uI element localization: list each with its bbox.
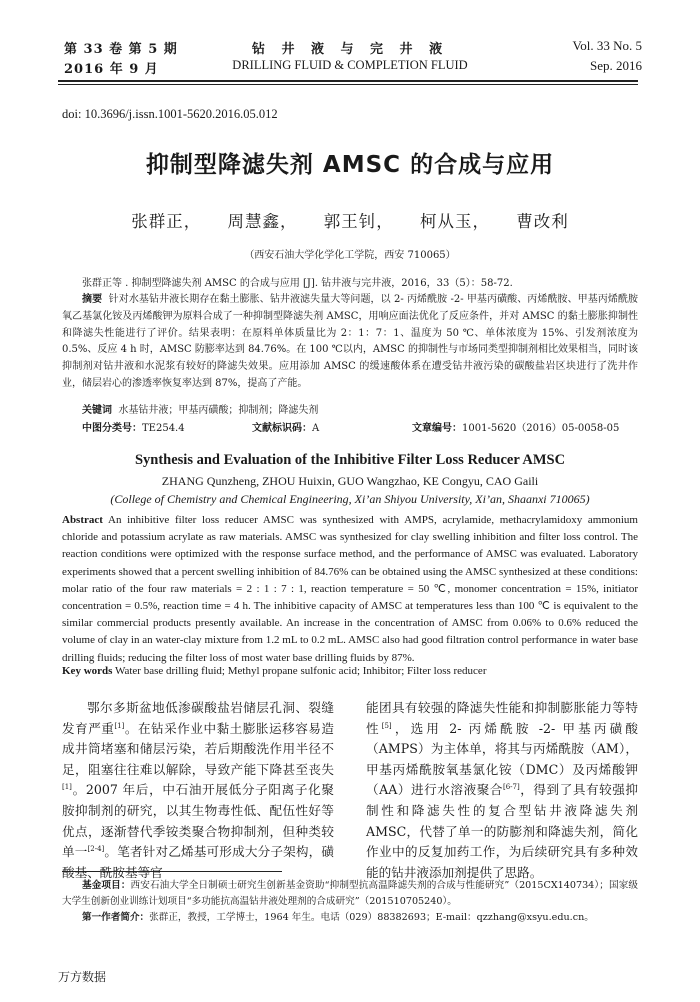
body-text: 。2007 年后，中石油开展低分子阳离子化聚胺抑制剂的研究，以其生物毒性低、配伍性好等优点，逐渐替代季铵类聚合物抑制剂，但种类较单一 xyxy=(62,782,334,860)
body-text: 能团具有较强的降滤失性能和抑制膨胀能力等特性 xyxy=(366,700,638,736)
volume-issue-en: Vol. 33 No. 5 xyxy=(572,38,642,53)
paper-title-cn: 抑制型降滤失剂 AMSC 的合成与应用 xyxy=(145,152,555,178)
clc-label: 中图分类号： xyxy=(82,423,142,434)
abstract-en-text: An inhibitive filter loss reducer AMSC was synthesized with AMPS, acrylamide, methacrylamidoxy ammonium chloride and potassium acrylate as raw materials. AMSC was synthesized for clay swelling inhibition and filter loss control. The reaction conditions were optimized with the response surface method, and the performance of AMSC was evaluated. Laboratory experiments showed that a percent swelling inhibition of 84.76% can be obtained using the AMSC synthesized at these conditions: molar ratio of the four raw materials = 2 : 1 : 7 : 1, reaction temperature = 50 ℃, monomer concentration = 15%, initiator concentration = 0.5%, reaction time = 4 h. The inhibitive capacity of AMSC at temperatures less than 100 ℃ is equivalent to the similar commercial products presently available. An increase in the concentration of AMSC from 0.06% to 0.6% reduced the volume of clay in an water-clay mixture from 1.2 mL to 0.2 mL. AMSC also had good filtration control performance in water base drilling fluids; reducing the filter loss of most water base drilling fluids by 87%. xyxy=(62,514,638,664)
abstract-cn-text: 针对水基钻井液长期存在黏土膨胀、钻井液滤失量大等问题，以 2- 丙烯酰胺 -2- 甲基丙磺酸、丙烯酰胺、甲基丙烯酰胺氧乙基氯化铵及丙烯酸钾为原料合成了一种抑制型降滤失剂 AMSC，用响应面法优化了反应条件，并对 AMSC 的黏土膨胀抑制性和降滤失性能进行了评价。结果表明：在原料单体质量比为 2：1：7：1、温度为 50 ℃、单体浓度为 15%、引发剂浓度为 0.5%、反应 4 h 时，AMSC 防膨率达到 84.76%。在 100 ℃以内，AMSC 的抑制性与市场同类型抑制剂相比效果相当，同时该抑制剂对钻井液和水泥浆有较好的降滤失效果。应用添加 AMSC 的缓速酸体系在遭受钻井液污染的碳酸盐岩区块进行了洗井作业，储层岩心的渗透率恢复率达到 87%，提高了产能。 xyxy=(62,294,639,389)
doc-code-value: A xyxy=(312,423,320,434)
keywords-cn-text: 水基钻井液；甲基丙磺酸；抑制剂；降滤失剂 xyxy=(118,405,319,416)
abstract-cn xyxy=(62,292,638,393)
author-bio-note xyxy=(62,910,638,926)
abstract-en-label: Abstract xyxy=(62,514,103,526)
abstract-en xyxy=(62,512,638,667)
reference-mark: [5] xyxy=(381,721,392,730)
date-cn: 2016 年 9 月 xyxy=(64,62,159,77)
body-text: ，得到了具有较强抑制性和降滤失性的复合型钻井液降滤失剂 AMSC，代替了单一的防膨剂和降滤失剂，简化作业中的反复加药工作，为后续研究具有多种效能的钻井液添加剂提供了思路。 xyxy=(366,782,638,880)
body-column-right xyxy=(366,698,638,883)
article-no-label: 文章编号： xyxy=(412,423,462,434)
classification-row xyxy=(82,419,638,434)
affiliation-cn: （西安石油大学化学化工学院，西安 710065） xyxy=(244,250,456,261)
article-no-value: 1001-5620（2016）05-0058-05 xyxy=(462,423,620,434)
volume-issue-cn: 第 33 卷 第 5 期 xyxy=(64,42,178,57)
doi: doi: 10.3696/j.issn.1001-5620.2016.05.012 xyxy=(62,107,278,121)
reference-mark: [1] xyxy=(114,721,125,730)
affiliation-en: (College of Chemistry and Chemical Engineering, Xi’an Shiyou University, Xi’an, Shaanxi 710065) xyxy=(110,492,590,506)
author-bio-text: 张群正，教授，工学博士，1964 年生。电话（029）88382693；E-mail：qzzhang@xsyu.edu.cn。 xyxy=(149,912,594,924)
header-rule-thick xyxy=(58,80,638,82)
authors-en: ZHANG Qunzheng, ZHOU Huixin, GUO Wangzhao, KE Congyu, CAO Gaili xyxy=(161,474,539,488)
reference-mark: [2-4] xyxy=(87,844,105,853)
body-text: ，选用 2- 丙烯酰胺 -2- 甲基丙磺酸（AMPS）为主体单，将其与丙烯酰胺（AM），甲基丙烯酰胺氧基氯化铵（DMC）及丙烯酸钾（AA）进行水溶液聚合 xyxy=(366,720,638,798)
journal-name-cn: 钻 井 液 与 完 井 液 xyxy=(251,42,449,57)
paper-title-en: Synthesis and Evaluation of the Inhibitive Filter Loss Reducer AMSC xyxy=(134,452,566,468)
date-en: Sep. 2016 xyxy=(590,58,642,73)
clc-value: TE254.4 xyxy=(142,423,185,434)
watermark: 万方数据 xyxy=(58,970,107,984)
journal-name-en: DRILLING FLUID & COMPLETION FLUID xyxy=(232,58,468,72)
reference-mark: [1] xyxy=(62,783,72,792)
keywords-en-label: Key words xyxy=(62,665,113,677)
authors-cn: 张群正， 周慧鑫， 郭王钊， 柯从玉， 曹改利 xyxy=(131,212,569,231)
citation-cn: 张群正等 . 抑制型降滤失剂 AMSC 的合成与应用 [J]. 钻井液与完井液，2016，33（5）：58-72. xyxy=(82,278,513,289)
keywords-cn xyxy=(82,401,638,416)
footnote-rule xyxy=(62,871,282,872)
footnotes xyxy=(62,878,638,927)
funding-label: 基金项目： xyxy=(82,880,131,891)
body-text: 。笔者针对乙烯基可形成大分子架构，磺酸基、酰胺基等官 xyxy=(62,844,335,880)
author-bio-label: 第一作者简介： xyxy=(82,912,150,924)
body-column-left xyxy=(62,698,334,883)
body-text: 鄂尔多斯盆地低渗碳酸盐岩储层孔洞、裂缝发育严重 xyxy=(62,700,334,736)
doc-code-label: 文献标识码： xyxy=(252,423,312,434)
funding-note xyxy=(62,878,638,910)
funding-text: 西安石油大学全日制硕士研究生创新基金资助“抑制型抗高温降滤失剂的合成与性能研究”（2015CX140734）；国家级大学生创新创业训练计划项目“多功能抗高温钻井液处理剂的合成研究”（201510705240）。 xyxy=(62,880,639,908)
keywords-en xyxy=(62,665,638,677)
abstract-cn-label: 摘要 xyxy=(82,294,103,305)
keywords-cn-label: 关键词 xyxy=(82,405,112,416)
body-text: 。在钻采作业中黏土膨胀运移容易造成井筒堵塞和储层污染，若后期酸洗作用半径不足，阻塞往往难以解除，导致产能下降甚至丧失 xyxy=(62,720,335,777)
header-rule-thin xyxy=(58,84,638,85)
keywords-en-text: Water base drilling fluid; Methyl propane sulfonic acid; Inhibitor; Filter loss reducer xyxy=(114,665,487,677)
reference-mark: [6-7] xyxy=(503,783,520,792)
